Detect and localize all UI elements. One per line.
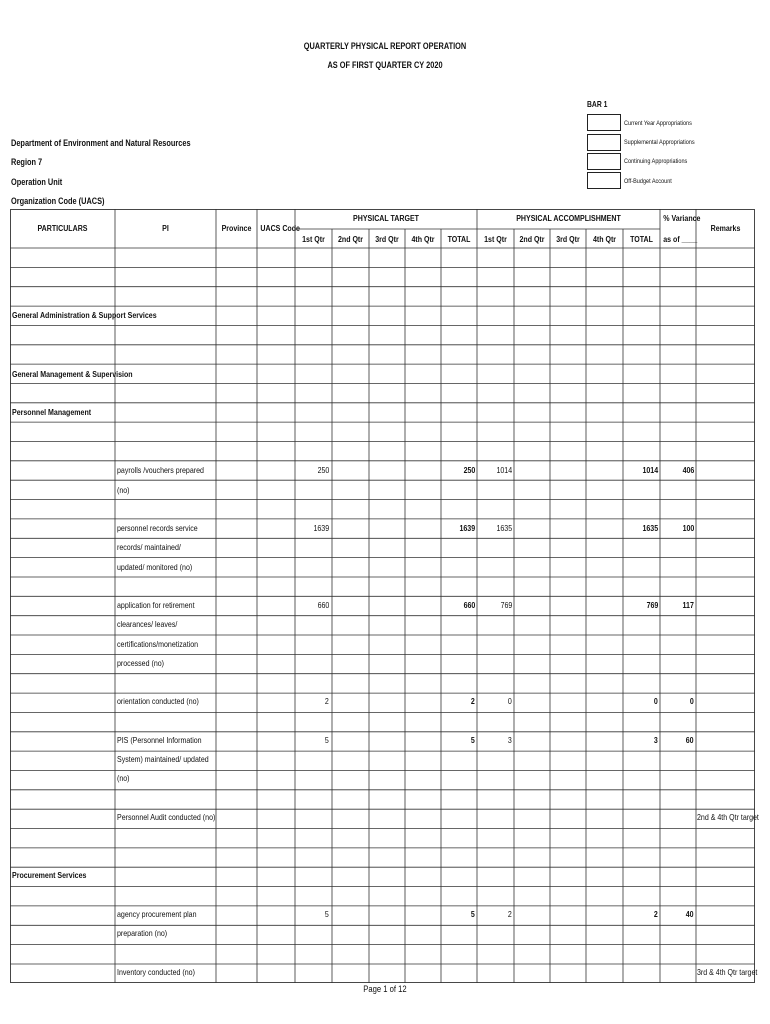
acc-q3-header: 3rd Qtr: [556, 234, 580, 244]
col-header-pi: PI: [162, 223, 169, 233]
pi-cell: orientation conducted (no): [117, 696, 199, 706]
report-subtitle: AS OF FIRST QUARTER CY 2020: [327, 60, 443, 70]
acc-total-value: 2: [654, 909, 658, 919]
pi-cell: System) maintained/ updated: [117, 754, 209, 764]
continuing-checkbox[interactable]: [587, 153, 621, 170]
page-number: Page 1 of 12: [363, 984, 407, 994]
pi-cell: payrolls /vouchers prepared: [117, 465, 204, 475]
variance-value: 0: [690, 696, 694, 706]
target-q1-value: 5: [325, 735, 329, 745]
target-total-header: TOTAL: [447, 234, 471, 244]
variance-value: 100: [682, 523, 694, 533]
pi-cell: (no): [117, 485, 130, 495]
pi-cell: records/ maintained/: [117, 542, 181, 552]
target-total-value: 2: [471, 696, 475, 706]
target-q2-header: 2nd Qtr: [337, 234, 364, 244]
acc-total-value: 0: [654, 696, 658, 706]
pi-cell: PIS (Personnel Information: [117, 735, 202, 745]
section-personnel-management: Personnel Management: [12, 407, 92, 417]
target-q3-header: 3rd Qtr: [375, 234, 399, 244]
variance-value: 117: [682, 600, 694, 610]
acc-q1-value: 3: [508, 735, 512, 745]
target-q1-value: 2: [325, 696, 329, 706]
approp-label-current: Current Year Appropriations: [624, 120, 692, 127]
col-header-physical-target: PHYSICAL TARGET: [353, 213, 419, 223]
operation-unit: Operation Unit: [11, 177, 63, 187]
approp-label-offbudget: Off-Budget Account: [624, 178, 672, 185]
supplemental-checkbox[interactable]: [587, 134, 621, 151]
report-title: QUARTERLY PHYSICAL REPORT OPERATION: [303, 41, 467, 51]
acc-q2-header: 2nd Qtr: [519, 234, 545, 244]
acc-q1-value: 0: [508, 696, 512, 706]
pi-cell: agency procurement plan: [117, 909, 197, 919]
section-procurement-services: Procurement Services: [12, 870, 87, 880]
section-general-administration: General Administration & Support Services: [12, 310, 157, 320]
acc-q4-header: 4th Qtr: [592, 234, 617, 244]
pi-cell: Inventory conducted (no): [117, 967, 195, 977]
target-q4-header: 4th Qtr: [411, 234, 435, 244]
target-q1-value: 660: [317, 600, 329, 610]
remarks-cell: 3rd & 4th Qtr target: [697, 967, 758, 977]
approp-label-supplemental: Supplemental Appropriations: [624, 139, 695, 146]
acc-total-value: 1635: [642, 523, 658, 533]
pi-cell: personnel records service: [117, 523, 198, 533]
acc-q1-value: 769: [500, 600, 512, 610]
acc-total-value: 1014: [642, 465, 658, 475]
acc-q1-header: 1st Qtr: [484, 234, 507, 244]
approp-label-continuing: Continuing Appropriations: [624, 158, 688, 165]
pi-cell: updated/ monitored (no): [117, 562, 193, 572]
acc-total-header: TOTAL: [630, 234, 653, 244]
target-q1-value: 5: [325, 909, 329, 919]
target-q1-value: 1639: [313, 523, 329, 533]
col-header-variance: % Variance: [663, 213, 701, 223]
target-q1-value: 250: [317, 465, 329, 475]
report-table-grid: [10, 209, 758, 983]
col-header-particulars: PARTICULARS: [37, 223, 88, 233]
region-name: Region 7: [11, 157, 43, 167]
col-header-variance-asof: as of ____: [663, 234, 698, 244]
organization-code: Organization Code (UACS): [11, 196, 105, 206]
col-header-province: Province: [221, 223, 252, 233]
pi-cell: Personnel Audit conducted (no): [117, 812, 216, 822]
pi-cell: certifications/monetization: [117, 639, 199, 649]
target-total-value: 5: [471, 735, 475, 745]
off-budget-checkbox[interactable]: [587, 172, 621, 189]
pi-cell: application for retirement: [117, 600, 195, 610]
pi-cell: preparation (no): [117, 928, 168, 938]
col-header-uacs: UACS Code: [260, 223, 300, 233]
department-name: Department of Environment and Natural Resources: [11, 138, 191, 148]
acc-total-value: 3: [654, 735, 658, 745]
acc-q1-value: 2: [508, 909, 512, 919]
remarks-cell: 2nd & 4th Qtr target: [697, 812, 759, 822]
target-total-value: 1639: [459, 523, 475, 533]
pi-cell: (no): [117, 773, 130, 783]
variance-value: 406: [682, 465, 694, 475]
target-total-value: 5: [471, 909, 475, 919]
target-total-value: 660: [463, 600, 475, 610]
variance-value: 60: [686, 735, 694, 745]
col-header-physical-accomplishment: PHYSICAL ACCOMPLISHMENT: [516, 213, 621, 223]
pi-cell: processed (no): [117, 658, 165, 668]
section-general-management: General Management & Supervision: [12, 369, 133, 379]
acc-q1-value: 1014: [496, 465, 512, 475]
pi-cell: clearances/ leaves/: [117, 619, 178, 629]
target-total-value: 250: [463, 465, 475, 475]
acc-total-value: 769: [646, 600, 658, 610]
current-year-checkbox[interactable]: [587, 114, 621, 131]
form-code: BAR 1: [587, 99, 608, 109]
target-q1-header: 1st Qtr: [302, 234, 325, 244]
acc-q1-value: 1635: [496, 523, 512, 533]
col-header-remarks: Remarks: [710, 223, 741, 233]
variance-value: 40: [686, 909, 694, 919]
